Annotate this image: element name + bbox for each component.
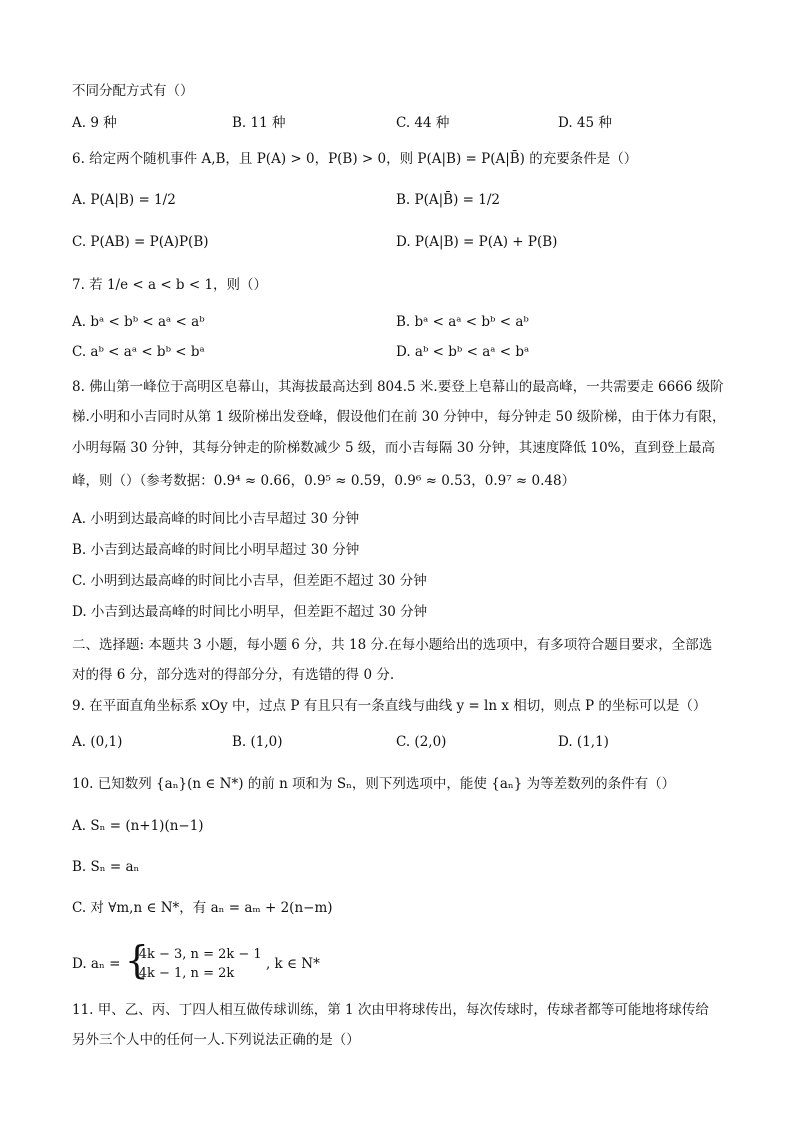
q7-option-c: C. aᵇ < aᵃ < bᵇ < bᵃ — [72, 344, 205, 360]
q8-line-2: 梯.小明和小吉同时从第 1 级阶梯出发登峰，假设他们在前 30 分钟中，每分钟走 50 级阶梯，由于体力有限， — [72, 409, 726, 425]
q9-option-b: B. (1,0) — [232, 734, 283, 750]
q6-option-b: B. P(A|B̄) = 1/2 — [396, 192, 500, 208]
piecewise-case-1: 4k − 3, n = 2k − 1 — [138, 947, 262, 962]
q9-option-c: C. (2,0) — [396, 734, 447, 750]
q5-continuation: 不同分配方式有（） — [72, 83, 194, 99]
q7-option-a: A. bᵃ < bᵇ < aᵃ < aᵇ — [72, 314, 205, 330]
q10-option-c: C. 对 ∀m,n ∈ N*，有 aₙ = aₘ + 2(n−m) — [72, 900, 333, 916]
q9-stem: 9. 在平面直角坐标系 xOy 中，过点 P 有且只有一条直线与曲线 y = ln x 相切，则点 P 的坐标可以是（） — [72, 698, 707, 714]
q5-option-c: C. 44 种 — [396, 115, 450, 131]
q7-option-b: B. bᵃ < aᵃ < bᵇ < aᵇ — [396, 314, 529, 330]
q6-option-c: C. P(AB) = P(A)P(B) — [72, 234, 209, 250]
q10-option-d-tail: , k ∈ N* — [265, 956, 320, 972]
q8-option-d: D. 小吉到达最高峰的时间比小明早，但差距不超过 30 分钟 — [72, 604, 428, 620]
q10-option-d — [72, 938, 320, 988]
q7-stem: 7. 若 1/e < a < b < 1，则（） — [72, 277, 268, 293]
piecewise-case-2: 4k − 1, n = 2k — [138, 966, 235, 981]
q8-option-c: C. 小明到达最高峰的时间比小吉早，但差距不超过 30 分钟 — [72, 573, 427, 589]
left-brace-glyph: { — [124, 938, 149, 982]
q10-option-d-label: D. aₙ = — [72, 956, 121, 972]
q8-line-3: 小明每隔 30 分钟，其每分钟走的阶梯数减少 5 级，而小吉每隔 30 分钟，其速度降低 10%，直到登上最高 — [72, 440, 715, 456]
q8-option-a: A. 小明到达最高峰的时间比小吉早超过 30 分钟 — [72, 511, 360, 527]
q5-option-b: B. 11 种 — [232, 115, 286, 131]
q5-option-a: A. 9 种 — [72, 115, 117, 131]
q10-stem: 10. 已知数列 {aₙ}(n ∈ N*) 的前 n 项和为 Sₙ，则下列选项中，能使 {aₙ} 为等差数列的条件有（） — [72, 776, 676, 792]
section-2-heading-line-1: 二、选择题: 本题共 3 小题，每小题 6 分，共 18 分.在每小题给出的选项中，有多项符合题目要求，全部选 — [72, 637, 713, 653]
q11-line-1: 11. 甲、乙、丙、丁四人相互做传球训练，第 1 次由甲将球传出，每次传球时，传球者都等可能地将球传给 — [72, 1002, 709, 1018]
q8-line-1: 8. 佛山第一峰位于高明区皂幕山，其海拔最高达到 804.5 米.要登上皂幕山的最高峰，一共需要走 6666 级阶 — [72, 379, 724, 395]
q9-option-a: A. (0,1) — [72, 734, 123, 750]
q6-option-a: A. P(A|B) = 1/2 — [72, 192, 176, 208]
q8-option-b: B. 小吉到达最高峰的时间比小明早超过 30 分钟 — [72, 542, 360, 558]
q6-option-d: D. P(A|B) = P(A) + P(B) — [396, 234, 558, 250]
q6-stem: 6. 给定两个随机事件 A,B，且 P(A) > 0，P(B) > 0，则 P(A|B) = P(A|B̄) 的充要条件是（） — [72, 151, 638, 167]
q7-option-d: D. aᵇ < bᵇ < aᵃ < bᵃ — [396, 344, 530, 360]
piecewise-brace — [124, 938, 262, 983]
q10-option-a: A. Sₙ = (n+1)(n−1) — [72, 818, 204, 834]
piecewise-cases — [139, 945, 262, 983]
q5-option-d: D. 45 种 — [558, 115, 612, 131]
q11-line-2: 另外三个人中的任何一人.下列说法正确的是（） — [72, 1032, 360, 1048]
q10-option-b: B. Sₙ = aₙ — [72, 859, 140, 875]
q8-line-4: 峰，则（）（参考数据：0.9⁴ ≈ 0.66，0.9⁵ ≈ 0.59，0.9⁶ ≈ 0.53，0.9⁷ ≈ 0.48） — [72, 473, 576, 489]
section-2-heading-line-2: 对的得 6 分，部分选对的得部分分，有选错的得 0 分. — [72, 667, 395, 683]
q9-option-d: D. (1,1) — [558, 734, 609, 750]
